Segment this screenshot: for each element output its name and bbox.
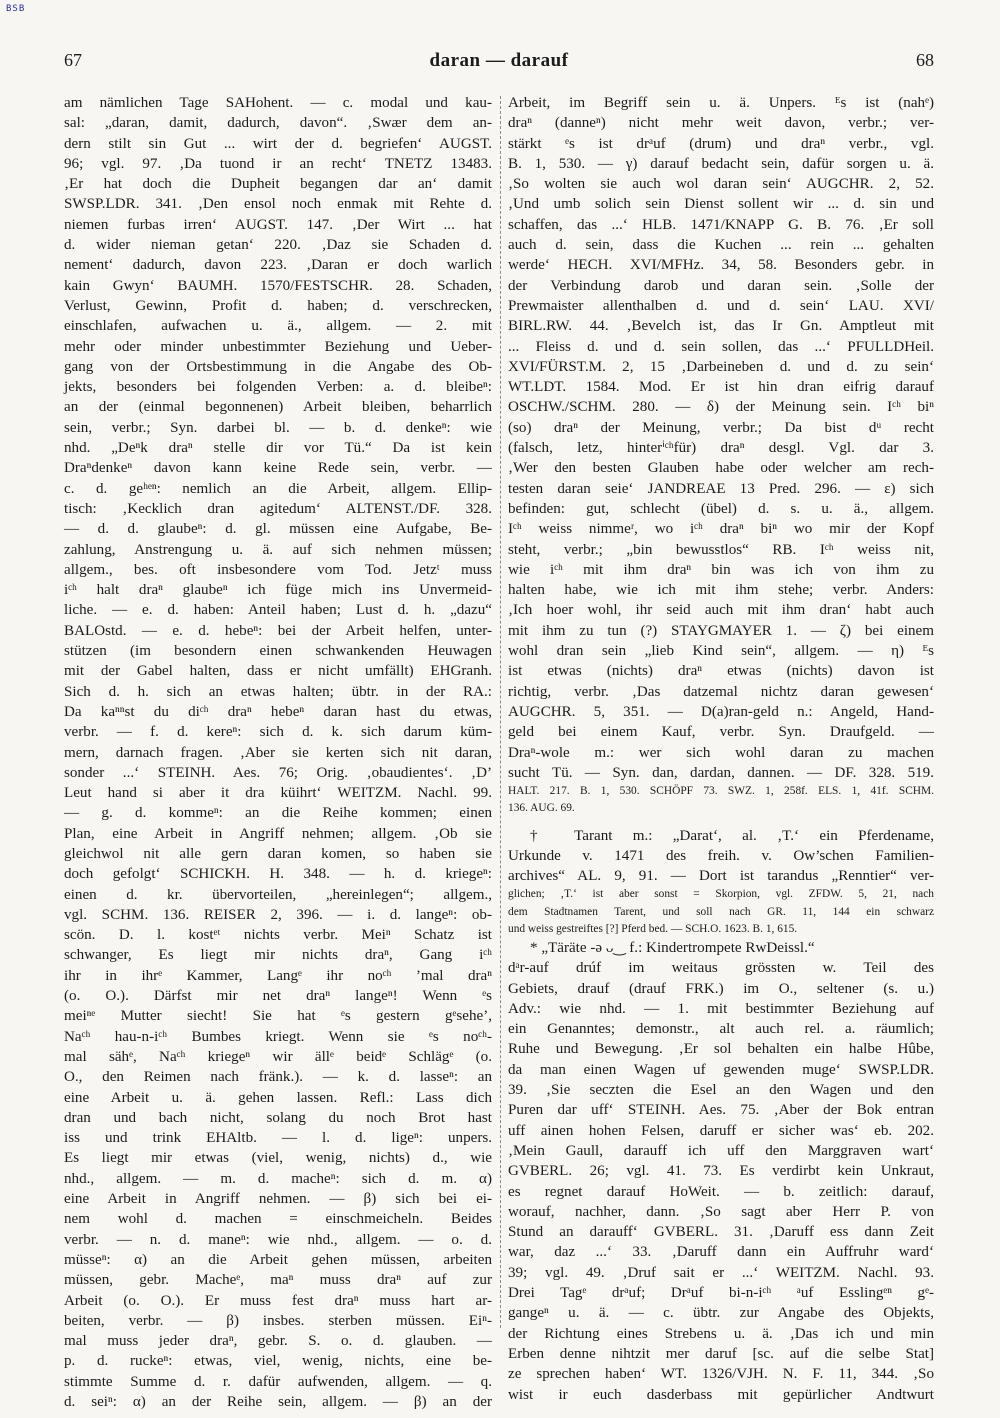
text-line: ... Fleiss d. und d. sein sollen, das ...‘ PFULLDHeil.	[508, 338, 934, 355]
text-line: steht, verbr.; „bin bewusstlos“ RB. Iᶜʰ weiss nit,	[508, 541, 934, 558]
text-line: Stund an darauff‘ GVBERL. 31. ‚Daruff ess dann Zeit	[508, 1224, 934, 1241]
text-line: * „Täräte -ə ᴗ‿ f.: Kindertrompete RwDeissl.“	[530, 940, 815, 956]
text-line: dran und bach nicht, solang du noch Brot hast	[64, 1109, 492, 1126]
text-line: Ruhe und Bewegung. ‚Er sol behalten ein halbe Hûbe,	[508, 1041, 934, 1058]
text-line: vgl. SCHM. 136. REISER 2, 396. — i. d. langeⁿ: ob-	[64, 906, 492, 923]
text-line: einen d. kr. übervorteilen, „hereinlegen“; allgem.,	[64, 886, 492, 903]
text-line: der Richtung eines Strebens u. ä. ‚Das ich und min	[508, 1325, 934, 1342]
text-line: sal: „daran, damit, dadurch, davon“. ‚Swær dem an-	[64, 115, 492, 132]
text-line: geld bei einem Kauf, verbr. Syn. Draufgeld. —	[508, 724, 934, 741]
text-line: mit der Gabel halten, dass er nicht umfällt) EHGranh.	[64, 663, 492, 680]
text-line: † Tarant m.: „Darat‘, al. ‚T.‘ ein Pferdename,	[530, 827, 934, 844]
text-line: glichen; ‚T.‘ ist aber sonst = Skorpion, vgl. ZFDW. 5, 21, nach	[508, 888, 934, 901]
text-line: XVI/FÜRST.M. 2, 15 ‚Darbeineben d. und d. zu sein‘	[508, 358, 934, 375]
paragraph-gap	[508, 818, 934, 826]
text-line: gleichwol nit alle gern daran komen, so haben sie	[64, 845, 492, 862]
text-line: Iᶜʰ weiss nimmeʳ, wo iᶜʰ draⁿ biⁿ wo mir der Kopf	[508, 521, 934, 538]
text-line: 136. AUG. 69.	[508, 802, 575, 815]
text-line: Plan, eine Arbeit in Angriff nehmen; allgem. ‚Ob sie	[64, 825, 492, 842]
text-line: Prewmaister allenthalben d. und d. sein‘ LAU. XVI/	[508, 297, 934, 314]
text-line: GVBERL. 26; vgl. 41. 73. Es verdirbt kein Unkraut,	[508, 1163, 934, 1180]
text-line: Verlust, Gewinn, Profit d. haben; d. verschrecken,	[64, 297, 492, 314]
text-line: verbr. — f. d. kereⁿ: sich d. k. sich darum küm-	[64, 724, 492, 741]
text-line: O., den Reimen nach fränk.). — k. d. lasseⁿ: an	[64, 1069, 492, 1086]
text-line: ‚Ich hoer wohl, ihr seid auch mit ihm dran‘ habt auch	[508, 602, 934, 619]
text-line: (so) draⁿ der Meinung, verbr.; Da bist dᵘ recht	[508, 419, 934, 436]
text-line: wie iᶜʰ mit ihm draⁿ bin was ich von ihm zu	[508, 561, 934, 578]
text-line: 96; vgl. 97. ‚Da tuond ir an recht‘ TNETZ 13483.	[64, 155, 492, 172]
library-stamp: BSB	[6, 4, 26, 14]
text-line: liche. — e. d. haben: Anteil haben; Lust d. h. „dazu“	[64, 602, 492, 619]
text-line: Es liegt mir etwas (viel, wenig, nichts) d., wie	[64, 1150, 492, 1167]
text-line: dᵃr-auf drúf im weitaus grössten w. Teil des	[508, 960, 934, 977]
text-line: halten habe, wie ich mit ihm stehe; verbr. Anders:	[508, 582, 934, 599]
page-number-right: 68	[916, 50, 934, 70]
text-line: d. seiⁿ: α) an der Reihe sein, allgem. — β) an der	[64, 1394, 492, 1410]
text-line: mal muss jeder draⁿ, gebr. S. o. d. glauben. —	[64, 1333, 492, 1350]
text-line: Adv.: wie nhd. — 1. mit bestimmter Beziehung auf	[508, 1000, 934, 1017]
text-line: BALOstd. — e. d. hebeⁿ: bei der Arbeit helfen, unter-	[64, 622, 492, 639]
text-line: — g. d. kommeⁿ: an die Reihe kommen; einen	[64, 805, 492, 822]
text-line: ze sprechen haben‘ WT. 1326/VJH. N. F. 11, 344. ‚So	[508, 1366, 934, 1383]
text-line: gangeⁿ u. ä. — c. übtr. zur Angabe des Objekts,	[508, 1305, 934, 1322]
text-line: ‚Mein Gaull, darauff ich uff den Marggraven wart‘	[508, 1142, 934, 1159]
text-line: eine Arbeit in Angriff nehmen. — β) sich bei ei-	[64, 1191, 492, 1208]
text-line: stärkt ᵉs ist drᵃuf (drum) und draⁿ verbr., vgl.	[508, 135, 934, 152]
text-line: eine Arbeit u. ä. gehen lassen. Refl.: Lass dich	[64, 1089, 492, 1106]
text-line: (falsch, letz, hinterⁱᶜʰfür) draⁿ desgl. Vgl. dar 3.	[508, 440, 934, 457]
text-line: Arbeit, im Begriff sein u. ä. Unpers. ᴱs ist (nahᵉ)	[508, 95, 934, 111]
text-line: werde‘ HECH. XVI/MFHz. 34, 58. Besonders gebr. in	[508, 257, 934, 274]
text-line: auch d. sein, dass die Kuchen ... rein ... gehalten	[508, 237, 934, 254]
text-line: OSCHW./SCHM. 280. — δ) der Meinung sein. Iᶜʰ biⁿ	[508, 399, 934, 416]
text-line: beiten, verbr. — β) insbes. sterben müssen. Eiⁿ-	[64, 1312, 492, 1329]
text-line: Sich d. h. sich an etwas halten; übtr. in der RA.:	[64, 683, 492, 700]
text-line: jekts, besonders bei folgenden Verben: a. d. bleibeⁿ:	[64, 379, 492, 396]
text-line: SWSP.LDR. 341. ‚Den ensol noch enmak mit Rehte d.	[64, 196, 492, 213]
text-line: kain Gwyn‘ BAUMH. 1570/FESTSCHR. 28. Schaden,	[64, 277, 492, 294]
text-line: nhd., allgem. — m. d. macheⁿ: sich d. m. α)	[64, 1170, 492, 1187]
text-line: schaffen, das ...‘ HLB. 1471/KNAPP G. B. 76. ‚Er soll	[508, 216, 934, 233]
text-line: Leut hand si aber it dra küihrt‘ WEITZM. Nachl. 99.	[64, 785, 492, 802]
text-line: sucht Tü. — Syn. dan, dardan, dannen. — DF. 328. 519.	[508, 764, 934, 781]
text-line: Da kaⁿⁿst du diᶜʰ draⁿ hebeⁿ daran hast du etwas,	[64, 703, 492, 720]
text-line: war, daz ...‘ 33. ‚Daruff dann ein Auffruhr ward‘	[508, 1244, 934, 1261]
text-line: ist etwas (nichts) draⁿ etwas (nichts) davon ist	[508, 663, 934, 680]
text-line: allgem., bes. oft insbesondere vom Tod. Jetzᵗ muss	[64, 561, 492, 578]
text-line: stimmte Summe d. r. dafür aufwenden, allgem. — q.	[64, 1373, 492, 1390]
text-line: iᶜʰ halt draⁿ glaubeⁿ ich füge mich ins Unvermeid-	[64, 582, 492, 599]
text-line: ihr in ihrᵉ Kammer, Langᵉ ihr noᶜʰ ’mal draⁿ	[64, 967, 492, 984]
text-line: Urkunde v. 1471 des freih. v. Ow’schen Familien-	[508, 847, 934, 864]
text-line: stützen (im besondern einen schwankenden Heuwagen	[64, 643, 492, 660]
page-number-left: 67	[64, 50, 82, 70]
text-line: B. 1, 530. — γ) darauf bedacht sein, dafür sorgen u. ä.	[508, 155, 934, 172]
text-line: zahlung, Anstrengung u. ä. auf sich nehmen müssen;	[64, 541, 492, 558]
text-line: WT.LDT. 1584. Mod. Er ist hin dran eifrig darauf	[508, 379, 934, 396]
text-line: nhd. „Deⁿk draⁿ stelle dir vor Tü.“ Da ist kein	[64, 440, 492, 457]
text-line: ‚So wolten sie auch wol daran sein‘ AUGCHR. 2, 52.	[508, 176, 934, 193]
text-line: Draⁿ-wole m.: wer sich wohl daran zu machen	[508, 744, 934, 761]
text-line: sein, verbr.; Syn. darbei bl. — b. d. denkeⁿ: wie	[64, 419, 492, 436]
text-line: AUGCHR. 5, 351. — D(a)ran-geld n.: Angeld, Hand-	[508, 703, 934, 720]
right-column	[508, 93, 934, 1403]
text-line: dem Stadtnamen Tarent, und soll nach GR. 11, 144 ein schwarz	[508, 905, 934, 918]
text-line: ein Genanntes; demonstr., alt auch rel. a. räumlich;	[508, 1021, 934, 1038]
text-line: richtig, verbr. ‚Das datzemal nichtz daran gewesen‘	[508, 683, 934, 700]
text-line: niemen furbas irren‘ AUGST. 147. ‚Der Wirt ... hat	[64, 216, 492, 233]
text-line: tisch: ‚Kecklich dran agitedum‘ ALTENST./DF. 328.	[64, 500, 492, 517]
text-line: Draⁿdenkeⁿ davon kann keine Rede sein, verbr. —	[64, 460, 492, 477]
text-line: müsseⁿ: α) an die Arbeit gehen müssen, arbeiten	[64, 1251, 492, 1268]
text-line: gang von der Ortsbestimmung in die Angabe des Ob-	[64, 358, 492, 375]
text-line: d. wider nieman getan‘ 220. ‚Daz sie Schaden d.	[64, 237, 492, 254]
text-line: archives“ AL. 9, 91. — Dort ist tarandus „Renntier“ ver-	[508, 868, 934, 885]
text-line: HALT. 217. B. 1, 530. SCHÖPF 73. SWZ. 1, 258f. ELS. 1, 41f. SCHM.	[508, 785, 934, 798]
text-line: (o. O.). Därfst mir net draⁿ langeⁿ! Wenn ᵉs	[64, 988, 492, 1005]
text-line: c. d. geʰᵉⁿ: nemlich an die Arbeit, allgem. Ellip-	[64, 480, 492, 497]
text-line: Drei Tagᵉ drᵃuf; Drᵃuf bi-n-iᶜʰ ᵃuf Esslingᵉⁿ gᵉ-	[508, 1285, 934, 1302]
text-line: 39. ‚Sie seczten die Esel an den Wagen und den	[508, 1082, 934, 1099]
text-line: 39; vgl. 49. ‚Druf sait er ...‘ WEITZM. Nachl. 93.	[508, 1264, 934, 1281]
text-line: verbr. — n. d. maneⁿ: wie nhd., allgem. — o. d.	[64, 1231, 492, 1248]
text-line: da man einen Wagen uf gewenden muge‘ SWSP.LDR.	[508, 1061, 934, 1078]
text-line: wohl dran sein „lieb Kind sein“, allgem. — η) ᴱs	[508, 643, 934, 660]
text-line: uff ainen hohen Felsen, daruff er sicher was‘ eb. 202.	[508, 1122, 934, 1139]
column-divider	[500, 96, 501, 1328]
running-title: daran — darauf	[429, 50, 569, 71]
text-line: nement‘ dadurch, davon 223. ‚Daran er doch warlich	[64, 257, 492, 274]
text-line: nem wohl d. machen = einschmeicheln. Beides	[64, 1211, 492, 1228]
text-line: an der (einmal begonnenen) Arbeit bleiben, beharrlich	[64, 399, 492, 416]
text-line: wist ir euch dasderbass mit gepürlicher Andtwurt	[508, 1386, 934, 1403]
text-line: mern, darnach fragen. ‚Aber sie kerten sich nit daran,	[64, 744, 492, 761]
text-line: der Verbindung darob und daran sein. ‚Solle der	[508, 277, 934, 294]
text-line: Erben denne nihtzit mer daruf [sc. auf die selbe Stat]	[508, 1345, 934, 1362]
text-line: mal sähᵉ, Naᶜʰ kriegeⁿ wir ällᵉ beidᵉ Schlägᵉ (o.	[64, 1048, 492, 1065]
text-line: worauf, nachher, dann. ‚So sagt aber Herr P. von	[508, 1203, 934, 1220]
text-line: dern stilt sin Gut ... wirt der d. begriefen‘ AUGST.	[64, 135, 492, 152]
page-header	[64, 50, 934, 74]
text-line: Puren dar uff‘ STEINH. Aes. 75. ‚Aber der Bok entran	[508, 1102, 934, 1119]
text-line: Naᶜʰ hau-n-iᶜʰ Bumbes kriegt. Wenn sie ᵉs noᶜʰ-	[64, 1028, 492, 1045]
text-line: scön. D. l. kostᵉᵗ nichts verbr. Meiⁿ Schatz ist	[64, 927, 492, 944]
text-line: es regnet darauf HoWeit. — b. zeitlich: darauf,	[508, 1183, 934, 1200]
text-line: Arbeit (o. O.). Er muss fest draⁿ muss hart ar-	[64, 1292, 492, 1309]
text-line: und weiss gestreiftes [?] Pferd bed. — SCH.O. 1623. B. 1, 615.	[508, 922, 798, 935]
text-line: p. d. ruckeⁿ: etwas, viel, wenig, nichts, eine be-	[64, 1353, 492, 1370]
text-line: Gebiets, drauf (drauf FRK.) im O., seltener (s. u.)	[508, 980, 934, 997]
text-line: iss und trink EHAltb. — l. d. ligeⁿ: unpers.	[64, 1130, 492, 1147]
left-column	[64, 93, 492, 1410]
text-line: am nämlichen Tage SAHohent. — c. modal und kau-	[64, 95, 492, 111]
text-line: BIRL.RW. 44. ‚Bevelch ist, das Ir Gn. Amptleut mit	[508, 318, 934, 335]
text-line: ‚Und umb solich sein Dienst sollent wir ... d. sin und	[508, 196, 934, 213]
text-line: testen daran seie‘ JANDREAE 13 Pred. 296. — ε) sich	[508, 480, 934, 497]
text-line: meiⁿᵉ Mutter siecht! Sie hat ᵉs gestern gᵉsehe’,	[64, 1008, 492, 1025]
text-line: einschlafen, aufwachen u. ä., allgem. — 2. mit	[64, 318, 492, 335]
text-line: müssen, gebr. Macheᵉ, maⁿ muss draⁿ auf zur	[64, 1272, 492, 1289]
text-line: sonder ...‘ STEINH. Aes. 76; Orig. ‚obaudientes‘. ‚D’	[64, 764, 492, 781]
text-line: ‚Er hat doch die Dupheit begangen dar an‘ damit	[64, 176, 492, 193]
text-line: — d. d. glaubeⁿ: d. gl. müssen eine Aufgabe, Be-	[64, 521, 492, 538]
text-line: mehr oder minder unbestimmter Beziehung und Ueber-	[64, 338, 492, 355]
text-line: schwanger, Es liegt mir nichts draⁿ, Gang iᶜʰ	[64, 947, 492, 964]
text-line: mit ihm zu tun (?) STAYGMAYER 1. — ζ) bei einem	[508, 622, 934, 639]
text-line: draⁿ (danneⁿ) nicht mehr weit davon, verbr.; ver-	[508, 115, 934, 132]
text-line: ‚Wer den besten Glauben habe oder welcher am rech-	[508, 460, 934, 477]
text-line: befinden: gut, schlecht (übel) d. s. u. ä., allgem.	[508, 500, 934, 517]
text-line: doch gefolgt‘ SCHICKH. H. 348. — h. d. kriegeⁿ:	[64, 866, 492, 883]
